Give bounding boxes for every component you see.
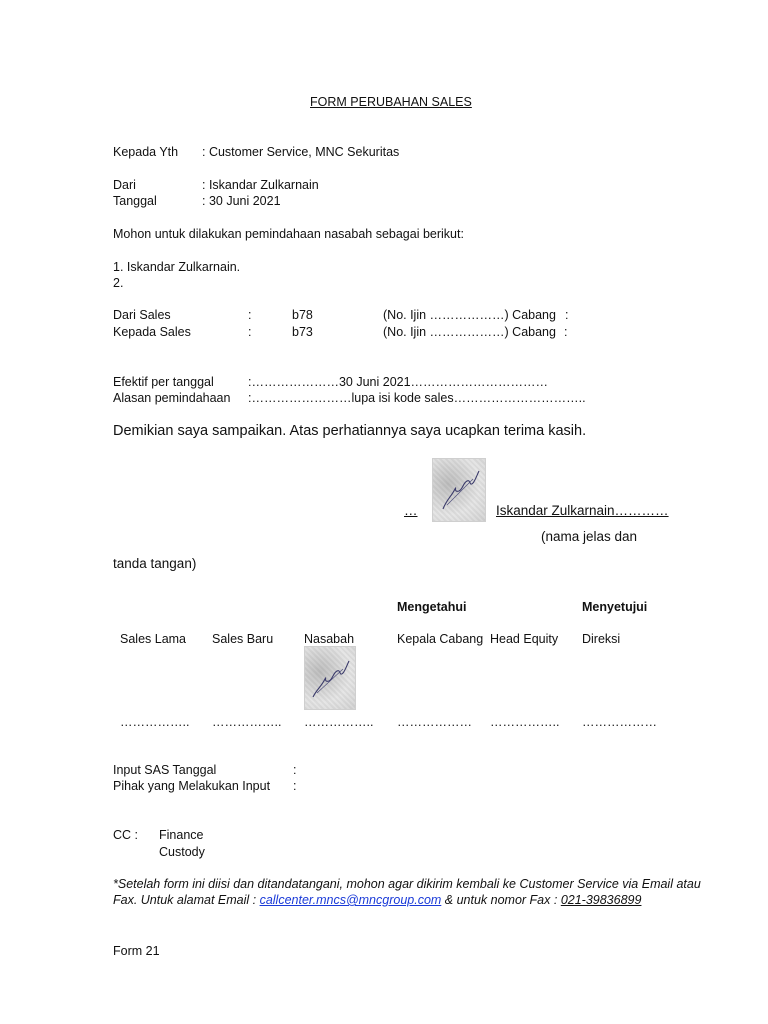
fax-number: 021-39836899 <box>560 893 642 907</box>
input-sas-colon: : <box>293 763 297 777</box>
signer-dots: … <box>404 503 418 518</box>
form-title: FORM PERUBAHAN SALES <box>310 95 472 109</box>
signer-note-2: tanda tangan) <box>113 556 197 571</box>
pihak-label: Pihak yang Melakukan Input <box>113 779 271 793</box>
kepada-sales-label: Kepada Sales <box>113 325 191 339</box>
dari-cabang-colon: : <box>565 308 569 322</box>
signer-name: Iskandar Zulkarnain………… <box>496 503 669 518</box>
signer-note-1: (nama jelas dan <box>541 529 638 544</box>
pihak-colon: : <box>293 779 297 793</box>
dari-sales-code: b78 <box>292 308 313 322</box>
dots-head-equity: …………….. <box>490 715 560 729</box>
footnote-prefix: Fax. Untuk alamat Email : <box>113 893 260 907</box>
signature-scribble-icon <box>433 459 485 521</box>
col-direksi: Direksi <box>582 632 621 646</box>
footnote-mid: & untuk nomor Fax : <box>441 893 561 907</box>
signature-image <box>432 458 486 522</box>
intro-text: Mohon untuk dilakukan pemindahaan nasabah sebagai berikut: <box>113 227 464 241</box>
alasan-label: Alasan pemindahaan <box>113 391 231 405</box>
dots-sales-baru: …………….. <box>212 715 282 729</box>
dari-label: Dari <box>113 178 136 192</box>
col-sales-lama: Sales Lama <box>120 632 187 646</box>
menyetujui-heading: Menyetujui <box>582 600 648 614</box>
dots-nasabah: …………….. <box>304 715 374 729</box>
cc-item-custody: Custody <box>159 845 205 859</box>
dari-sales-label: Dari Sales <box>113 308 171 322</box>
dari-sales-ijin: (No. Ijin ………………) Cabang <box>383 308 556 322</box>
client-1: 1. Iskandar Zulkarnain. <box>113 260 241 274</box>
email-link[interactable]: callcenter.mncs@mncgroup.com <box>259 893 442 907</box>
col-nasabah: Nasabah <box>304 632 355 646</box>
dots-kepala-cabang: ……………… <box>397 715 472 729</box>
kepada-label: Kepada Yth <box>113 145 179 159</box>
cc-item-finance: Finance <box>159 828 204 842</box>
dari-sales-colon: : <box>248 308 252 322</box>
col-sales-baru: Sales Baru <box>212 632 274 646</box>
input-sas-label: Input SAS Tanggal <box>113 763 217 777</box>
dots-sales-lama: …………….. <box>120 715 190 729</box>
col-kepala-cabang: Kepala Cabang <box>397 632 484 646</box>
kepada-sales-colon: : <box>248 325 252 339</box>
tanggal-label: Tanggal <box>113 194 157 208</box>
efektif-label: Efektif per tanggal <box>113 375 214 389</box>
dari-value: : Iskandar Zulkarnain <box>202 178 319 192</box>
cc-label: CC : <box>113 828 138 842</box>
kepada-value: : Customer Service, MNC Sekuritas <box>202 145 400 159</box>
kepada-sales-ijin: (No. Ijin ………………) Cabang <box>383 325 556 339</box>
client-2: 2. <box>113 276 124 290</box>
mengetahui-heading: Mengetahui <box>397 600 467 614</box>
efektif-value: :…………………30 Juni 2021…………………………… <box>248 375 549 389</box>
kepada-sales-code: b73 <box>292 325 313 339</box>
alasan-value: :……………………lupa isi kode sales………………………….. <box>248 391 586 405</box>
footnote-line-2 <box>113 893 641 907</box>
footnote-line-1: *Setelah form ini diisi dan ditandatangani, mohon agar dikirim kembali ke Customer Service via Email atau <box>113 877 701 891</box>
form-number: Form 21 <box>113 944 160 958</box>
dots-direksi: ……………… <box>582 715 657 729</box>
tanggal-value: : 30 Juni 2021 <box>202 194 281 208</box>
signature-scribble-icon <box>305 647 355 709</box>
nasabah-signature-image <box>304 646 356 710</box>
col-head-equity: Head Equity <box>490 632 559 646</box>
kepada-cabang-colon: : <box>564 325 568 339</box>
closing-text: Demikian saya sampaikan. Atas perhatiannya saya ucapkan terima kasih. <box>113 423 587 439</box>
